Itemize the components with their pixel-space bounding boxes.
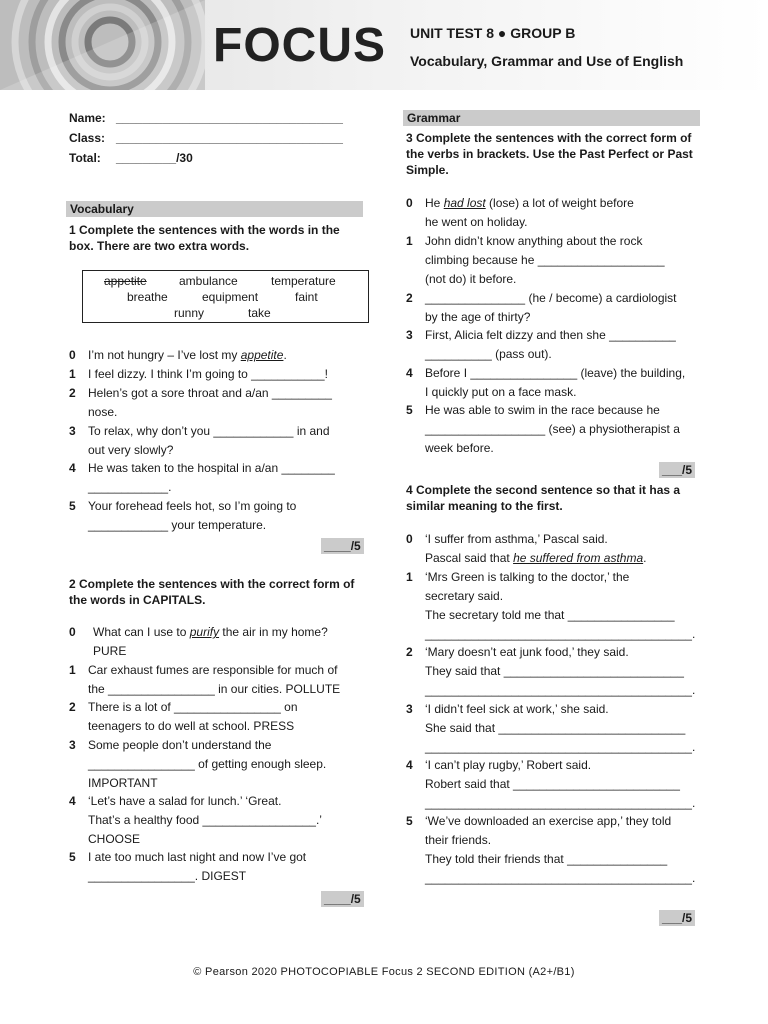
item-number: 1 (406, 234, 413, 248)
item-text: . (283, 348, 287, 362)
class-field[interactable] (69, 131, 343, 145)
grammar-heading: Grammar (403, 110, 700, 126)
item-text: That’s a healthy food _________________.’ (88, 813, 322, 827)
item-text: ‘I can’t play rugby,’ Robert said. (425, 758, 592, 772)
exercise-3-instruction: 3 Complete the sentences with the correct form of the verbs in brackets. Use the Past Perfect or Past Simple. (406, 131, 693, 177)
item-text: the ________________ in our cities. POLLUTE (88, 682, 341, 696)
item-text: nose. (88, 405, 118, 419)
item-text: ________________ of getting enough sleep. (88, 757, 327, 771)
item-text: He was able to swim in the race because he (425, 403, 660, 417)
ex4-item-0 (406, 530, 701, 568)
item-text: The secretary told me that ________________ (425, 608, 675, 622)
item-text: he went on holiday. (425, 215, 528, 229)
word-box-item: temperature (271, 274, 336, 288)
item-text: To relax, why don’t you ____________ in and (88, 424, 330, 438)
item-text: ________________. DIGEST (88, 869, 247, 883)
item-text: Pascal said that (425, 551, 514, 565)
exercise-1-instruction: 1 Complete the sentences with the words in the box. There are two extra words. (69, 223, 340, 253)
item-text: . (643, 551, 647, 565)
item-number: 3 (406, 328, 413, 342)
name-blank: __________________________________ (116, 111, 343, 125)
word-box-item: ambulance (179, 274, 238, 288)
swirl-graphic (0, 0, 205, 90)
item-text: Robert said that _________________________ (425, 777, 680, 791)
answer-line: ________________________________________. (425, 796, 696, 810)
item-text: ‘Mary doesn’t eat junk food,’ they said. (425, 645, 629, 659)
word-box-item: equipment (202, 290, 259, 304)
item-number: 1 (69, 663, 76, 677)
item-number: 4 (406, 758, 413, 772)
item-text: John didn’t know anything about the rock (425, 234, 643, 248)
item-text: (not do) it before. (425, 272, 517, 286)
ex3-item-5[interactable] (406, 401, 701, 458)
ex3-item-0 (406, 194, 701, 232)
item-text: I feel dizzy. I think I’m going to ___________! (88, 367, 328, 381)
ex1-item-3[interactable] (69, 422, 364, 460)
ex3-item-1[interactable] (406, 232, 701, 289)
item-text: He (425, 196, 444, 210)
item-text: _______________ (he / become) a cardiologist (425, 291, 677, 305)
item-text: First, Alicia felt dizzy and then she __________ (425, 328, 676, 342)
item-number: 5 (69, 850, 76, 864)
vocabulary-heading: Vocabulary (66, 201, 363, 217)
item-text: ‘We’ve downloaded an exercise app,’ they told (425, 814, 672, 828)
item-text: teenagers to do well at school. PRESS (88, 719, 295, 733)
total-field[interactable] (69, 151, 193, 165)
item-text: ‘Let’s have a salad for lunch.’ ‘Great. (88, 794, 282, 808)
item-text: __________________ (see) a physiotherapist a (425, 422, 680, 436)
name-label: Name: (69, 111, 106, 125)
example-answer: had lost (443, 196, 486, 210)
item-text: secretary said. (425, 589, 504, 603)
item-text: She said that ____________________________ (425, 721, 686, 735)
item-text: Your forehead feels hot, so I’m going to (88, 499, 297, 513)
ex2-item-5[interactable] (69, 848, 364, 886)
item-text: They said that ___________________________ (425, 664, 684, 678)
item-number: 0 (406, 532, 413, 546)
item-number: 2 (406, 645, 413, 659)
item-number: 5 (406, 814, 413, 828)
item-text: ‘Mrs Green is talking to the doctor,’ the (425, 570, 630, 584)
item-number: 4 (69, 461, 76, 475)
item-number: 3 (69, 424, 76, 438)
item-text: Before I ________________ (leave) the building, (425, 366, 686, 380)
answer-line: ________________________________________. (425, 683, 696, 697)
answer-line: ________________________________________. (425, 871, 696, 885)
item-number: 5 (69, 499, 76, 513)
class-blank: __________________________________ (116, 131, 343, 145)
ex1-item-5[interactable] (69, 497, 364, 535)
item-text: ____________ your temperature. (88, 518, 267, 532)
item-text: __________ (pass out). (425, 347, 552, 361)
page-footer: © Pearson 2020 PHOTOCOPIABLE Focus 2 SECOND EDITION (A2+/B1) (193, 966, 575, 978)
item-text: climbing because he ___________________ (425, 253, 665, 267)
ex3-item-3[interactable] (406, 326, 701, 364)
word-box-item: faint (295, 290, 318, 304)
item-text: Helen’s got a sore throat and a/an _________ (88, 386, 332, 400)
ex2-item-4[interactable] (69, 792, 364, 849)
item-text: They told their friends that _______________ (425, 852, 668, 866)
word-box-item: appetite (104, 274, 147, 288)
item-keyword: PURE (93, 644, 127, 658)
total-blank: _________/30 (116, 151, 193, 165)
ex2-score[interactable]: ____/5 (321, 891, 364, 907)
ex3-score[interactable]: ___/5 (659, 462, 695, 478)
ex1-score[interactable]: ____/5 (321, 538, 364, 554)
item-text: Car exhaust fumes are responsible for much of (88, 663, 338, 677)
ex3-item-2[interactable] (406, 289, 701, 327)
ex2-item-3[interactable] (69, 736, 364, 793)
unit-subtitle: Vocabulary, Grammar and Use of English (410, 53, 684, 69)
word-box-item: breathe (127, 290, 168, 304)
item-number: 4 (69, 794, 76, 808)
word-box-item: take (248, 306, 271, 320)
item-text: their friends. (425, 833, 492, 847)
ex4-item-3[interactable] (406, 700, 701, 757)
answer-line: ________________________________________. (425, 740, 696, 754)
item-number: 4 (406, 366, 413, 380)
item-number: 2 (69, 700, 76, 714)
item-text: I quickly put on a face mask. (425, 385, 577, 399)
name-field[interactable] (69, 111, 343, 125)
ex1-item-4[interactable] (69, 459, 364, 497)
class-label: Class: (69, 131, 106, 145)
item-text: out very slowly? (88, 443, 174, 457)
item-text: I ate too much last night and now I’ve got (88, 850, 307, 864)
ex4-item-2[interactable] (406, 643, 701, 700)
focus-logo: FOCUS (213, 19, 386, 72)
ex2-item-1[interactable] (69, 661, 364, 699)
item-number: 0 (69, 625, 76, 639)
ex2-item-2[interactable] (69, 698, 364, 736)
item-text: (lose) a lot of weight before (485, 196, 634, 210)
item-text: He was taken to the hospital in a/an ________ (88, 461, 335, 475)
item-text: Some people don’t understand the (88, 738, 272, 752)
item-text: There is a lot of ________________ on (88, 700, 298, 714)
item-text: the air in my home? (219, 625, 328, 639)
item-number: 3 (406, 702, 413, 716)
item-text: by the age of thirty? (425, 310, 531, 324)
item-text: ‘I didn’t feel sick at work,’ she said. (425, 702, 609, 716)
word-box-item: runny (174, 306, 205, 320)
ex4-item-1[interactable] (406, 568, 701, 644)
ex4-item-5[interactable] (406, 812, 701, 888)
item-text: week before. (425, 441, 494, 455)
total-label: Total: (69, 151, 101, 165)
ex4-item-4[interactable] (406, 756, 701, 813)
exercise-4-instruction: 4 Complete the second sentence so that it has a similar meaning to the first. (406, 483, 681, 513)
item-number: 1 (406, 570, 413, 584)
item-number: 0 (69, 348, 76, 362)
item-text: What can I use to (93, 625, 190, 639)
example-answer: purify (189, 625, 220, 639)
answer-line: ________________________________________. (425, 627, 696, 641)
exercise-2-instruction: 2 Complete the sentences with the correct form of the words in CAPITALS. (69, 577, 355, 607)
example-answer: he suffered from asthma (513, 551, 644, 565)
item-number: 0 (406, 196, 413, 210)
item-number: 2 (69, 386, 76, 400)
item-number: 1 (69, 367, 76, 381)
ex3-item-4[interactable] (406, 364, 701, 402)
ex4-score[interactable]: ___/5 (659, 910, 695, 926)
item-text: ____________. (88, 480, 172, 494)
item-text: I’m not hungry – I’ve lost my (88, 348, 241, 362)
item-keyword: IMPORTANT (88, 776, 158, 790)
item-keyword: CHOOSE (88, 832, 141, 846)
word-box (82, 270, 369, 323)
item-number: 2 (406, 291, 413, 305)
item-number: 3 (69, 738, 76, 752)
item-number: 5 (406, 403, 413, 417)
page-header (0, 0, 768, 90)
ex1-item-2[interactable] (69, 384, 364, 422)
example-answer: appetite (240, 348, 284, 362)
ex2-item-0 (69, 623, 364, 661)
item-text: ‘I suffer from asthma,’ Pascal said. (425, 532, 608, 546)
unit-title: UNIT TEST 8 ● GROUP B (410, 25, 576, 41)
